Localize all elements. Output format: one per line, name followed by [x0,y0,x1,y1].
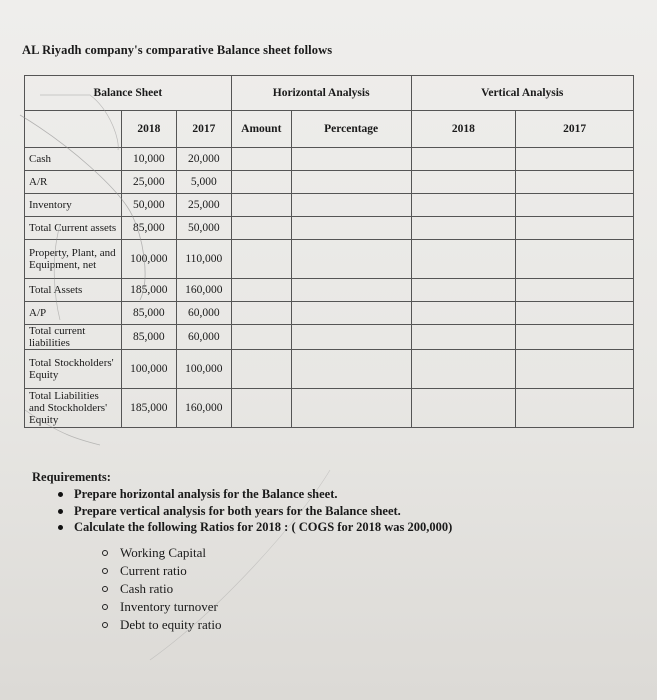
vertical-2017-cell [516,194,634,217]
vertical-2018-cell [411,302,516,325]
value-2018: 50,000 [121,194,176,217]
value-2017: 100,000 [176,350,231,389]
value-2018: 100,000 [121,350,176,389]
vertical-2017-cell [516,240,634,279]
row-label: A/P [25,302,122,325]
list-item [100,545,221,563]
row-label: Property, Plant, and Equipment, net [25,240,122,279]
row-label: Total current liabilities [25,325,122,350]
amount-cell [231,325,291,350]
ratios-list [100,545,221,635]
bullet-icon [58,509,63,514]
circle-bullet-icon [102,568,108,574]
balance-sheet-table [24,75,634,428]
row-label: Total Stockholders' Equity [25,350,122,389]
table-row [25,217,634,240]
blank-header-cell [25,111,122,148]
vertical-2017-header: 2017 [516,111,634,148]
requirements-list [56,487,452,537]
table-row [25,240,634,279]
vertical-2017-cell [516,389,634,428]
amount-cell [231,302,291,325]
table-row [25,148,634,171]
vertical-2017-cell [516,325,634,350]
table-row [25,279,634,302]
vertical-2017-cell [516,350,634,389]
list-item [100,581,221,599]
balance-sheet-header: Balance Sheet [25,76,232,111]
circle-bullet-icon [102,622,108,628]
vertical-2018-header: 2018 [411,111,516,148]
table-header-row [25,76,634,111]
vertical-2018-cell [411,148,516,171]
amount-cell [231,279,291,302]
percentage-cell [291,171,411,194]
vertical-2018-cell [411,240,516,279]
list-item [100,563,221,581]
row-label: Total Assets [25,279,122,302]
ratio-text: Working Capital [120,545,206,560]
table-row [25,194,634,217]
vertical-2017-cell [516,217,634,240]
amount-cell [231,217,291,240]
requirement-text: Calculate the following Ratios for 2018 : ( COGS for 2018 was 200,000) [74,520,453,534]
vertical-2018-cell [411,389,516,428]
row-label: A/R [25,171,122,194]
value-2018: 85,000 [121,325,176,350]
table-row [25,302,634,325]
requirement-text: Prepare vertical analysis for both years for the Balance sheet. [74,503,401,518]
value-2018: 25,000 [121,171,176,194]
percentage-cell [291,217,411,240]
percentage-cell [291,302,411,325]
table-row [25,389,634,428]
vertical-analysis-header: Vertical Analysis [411,76,633,111]
amount-cell [231,240,291,279]
amount-cell [231,350,291,389]
ratio-text: Inventory turnover [120,599,218,614]
value-2018: 185,000 [121,279,176,302]
vertical-2018-cell [411,171,516,194]
row-label: Total Liabilities and Stockholders' Equity [25,389,122,428]
table-row [25,171,634,194]
value-2017: 20,000 [176,148,231,171]
table-row [25,325,634,350]
vertical-2018-cell [411,279,516,302]
row-label: Total Current assets [25,217,122,240]
percentage-cell [291,279,411,302]
list-item [56,487,452,504]
vertical-2017-cell [516,279,634,302]
value-2017: 160,000 [176,389,231,428]
vertical-2018-cell [411,217,516,240]
value-2017: 110,000 [176,240,231,279]
vertical-2017-cell [516,148,634,171]
list-item [100,617,221,635]
list-item [56,520,452,537]
circle-bullet-icon [102,604,108,610]
row-label: Inventory [25,194,122,217]
value-2017: 50,000 [176,217,231,240]
list-item [100,599,221,617]
value-2017: 160,000 [176,279,231,302]
vertical-2017-cell [516,171,634,194]
value-2018: 100,000 [121,240,176,279]
year-2017-header: 2017 [176,111,231,148]
circle-bullet-icon [102,586,108,592]
circle-bullet-icon [102,550,108,556]
value-2018: 10,000 [121,148,176,171]
table-row [25,350,634,389]
vertical-2018-cell [411,350,516,389]
table-subheader-row [25,111,634,148]
percentage-cell [291,389,411,428]
amount-cell [231,171,291,194]
bullet-icon [58,525,63,530]
requirement-text: Prepare horizontal analysis for the Balance sheet. [74,487,338,501]
value-2018: 85,000 [121,302,176,325]
amount-cell [231,389,291,428]
value-2017: 60,000 [176,302,231,325]
ratio-text: Current ratio [120,563,187,578]
amount-header: Amount [231,111,291,148]
percentage-cell [291,148,411,171]
percentage-cell [291,240,411,279]
percentage-cell [291,194,411,217]
year-2018-header: 2018 [121,111,176,148]
horizontal-analysis-header: Horizontal Analysis [231,76,411,111]
amount-cell [231,148,291,171]
value-2017: 60,000 [176,325,231,350]
amount-cell [231,194,291,217]
vertical-2018-cell [411,194,516,217]
percentage-cell [291,325,411,350]
percentage-cell [291,350,411,389]
document-title: AL Riyadh company's comparative Balance sheet follows [22,43,333,57]
value-2017: 5,000 [176,171,231,194]
ratio-text: Cash ratio [120,581,174,596]
ratio-text: Debt to equity ratio [120,617,222,632]
vertical-2018-cell [411,325,516,350]
value-2018: 85,000 [121,217,176,240]
requirements-heading: Requirements: [32,470,111,484]
value-2018: 185,000 [121,389,176,428]
percentage-header: Percentage [291,111,411,148]
list-item [56,504,452,521]
value-2017: 25,000 [176,194,231,217]
bullet-icon [58,492,63,497]
row-label: Cash [25,148,122,171]
vertical-2017-cell [516,302,634,325]
